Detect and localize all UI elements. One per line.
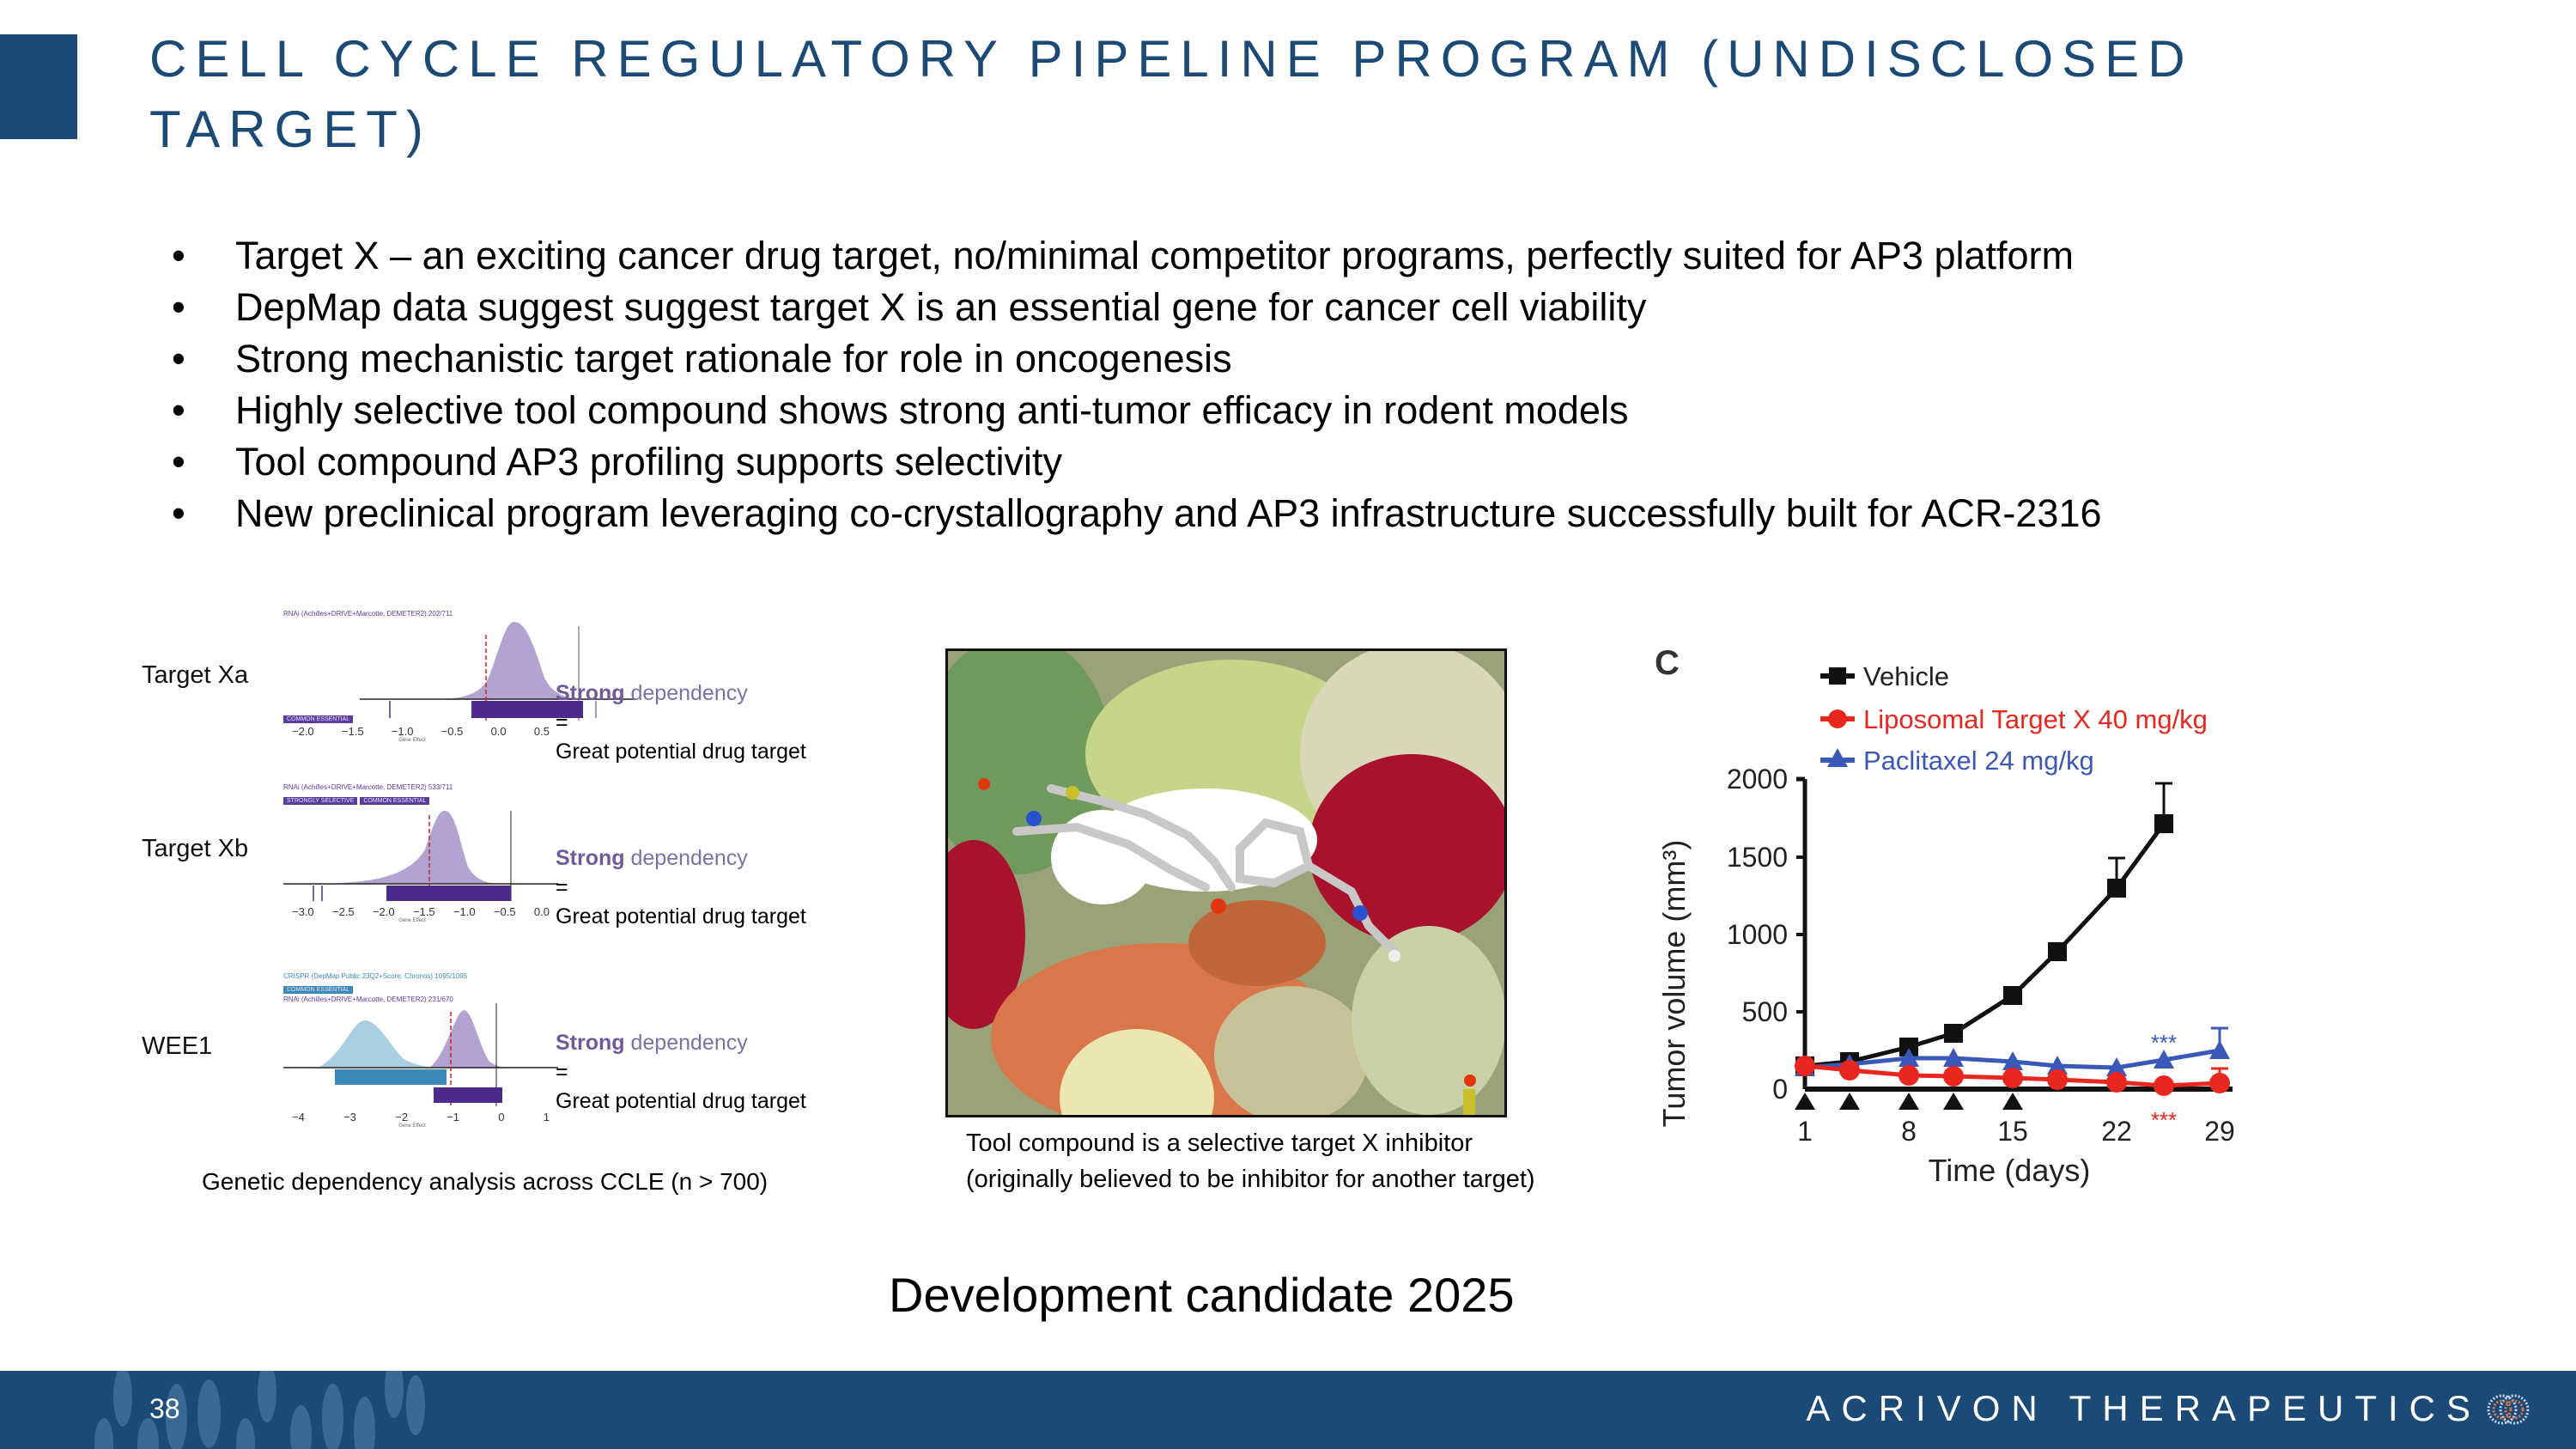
- legend-vehicle: Vehicle: [1863, 661, 1949, 691]
- conclusion-text: Great potential drug target: [556, 904, 806, 928]
- chart-legend: [1820, 661, 2208, 776]
- tick: −3: [343, 1111, 356, 1123]
- dependency-word: dependency: [624, 846, 748, 870]
- molecule-caption: [966, 1125, 1535, 1197]
- acrivon-logo-icon: [2485, 1386, 2531, 1433]
- dependency-conclusion: [556, 1028, 806, 1116]
- bullet-item: • DepMap data suggest suggest target X is an essential gene for cancer cell viability: [172, 282, 2102, 333]
- legend-paclitaxel: Paclitaxel 24 mg/kg: [1863, 746, 2094, 776]
- page-number: 38: [149, 1393, 180, 1424]
- x-tick: 15: [1997, 1116, 2028, 1147]
- tumor-volume-plot: [1649, 640, 2267, 1207]
- dependency-conclusion: [556, 843, 806, 931]
- bullet-item: • Strong mechanistic target rationale for role in oncogenesis: [172, 333, 2102, 385]
- title-accent-block: [0, 34, 77, 139]
- tick: −1.5: [341, 725, 364, 738]
- dependency-panel: [129, 601, 859, 1211]
- tick: −3.0: [292, 905, 314, 918]
- density-curve-chart: [283, 1003, 558, 1106]
- slide-title: CELL CYCLE REGULATORY PIPELINE PROGRAM (UNDISCLOSED TARGET): [149, 30, 2194, 158]
- conclusion-text: Great potential drug target: [556, 1089, 806, 1113]
- significance-paclitaxel: ***: [2150, 1030, 2178, 1056]
- y-axis-label: Tumor volume (mm³): [1656, 839, 1692, 1128]
- tick: −0.5: [493, 905, 516, 918]
- equals-sign: =: [556, 875, 568, 899]
- y-tick: 1500: [1726, 842, 1788, 873]
- dependency-row-target-xb: [129, 783, 859, 947]
- dependency-row-label: Target Xa: [142, 661, 249, 689]
- y-tick: 1000: [1726, 919, 1788, 950]
- x-axis-label: Gene Effect: [398, 1123, 426, 1129]
- panel-label: C: [1655, 644, 1680, 682]
- dependency-caption: Genetic dependency analysis across CCLE (n > 700): [202, 1168, 769, 1195]
- x-axis-ticks: [292, 725, 550, 738]
- plot-meta-text: RNAi (Achilles+DRIVE+Marcotte, DEMETER2) 533/711: [283, 783, 453, 791]
- plot-meta-text: CRISPR (DepMap Public 23Q2+Score, Chronos) 1095/1095: [283, 972, 468, 980]
- legend-liposomal: Liposomal Target X 40 mg/kg: [1863, 704, 2208, 734]
- tick: −2.5: [331, 905, 355, 918]
- tick: 0: [498, 1111, 505, 1123]
- series-vehicle: [1795, 783, 2173, 1075]
- equals-sign: =: [556, 710, 568, 734]
- dependency-row-wee1: [129, 972, 859, 1161]
- molecule-caption-line1: Tool compound is a selective target X inhibitor: [966, 1129, 1473, 1157]
- y-tick: 2000: [1726, 764, 1788, 795]
- x-axis-label: Time (days): [1928, 1153, 2091, 1188]
- tick: −4: [292, 1111, 305, 1123]
- co-crystal-structure-image: [945, 648, 1507, 1117]
- y-axis-ticks: [1727, 764, 1788, 1105]
- y-tick: 0: [1772, 1074, 1788, 1105]
- dependency-conclusion: [556, 679, 806, 766]
- bullet-item: • Tool compound AP3 profiling supports selectivity: [172, 436, 2102, 488]
- dependency-row-label: Target Xb: [142, 835, 249, 862]
- development-candidate-text: Development candidate 2025: [889, 1268, 1515, 1322]
- tick: 0.0: [533, 905, 550, 918]
- dependency-row-target-xa: [129, 610, 859, 773]
- brand-name: ACRIVON THERAPEUTICS: [1806, 1388, 2482, 1428]
- strong-word: Strong: [556, 1031, 625, 1055]
- tick: −2.0: [372, 905, 395, 918]
- common-essential-badge: COMMON ESSENTIAL: [360, 797, 429, 805]
- tick: −2.0: [292, 725, 314, 738]
- bullet-list: [172, 230, 2102, 539]
- tick: −2: [395, 1111, 408, 1123]
- footer-bar: [0, 1371, 2576, 1449]
- common-essential-badge: COMMON ESSENTIAL: [283, 986, 353, 994]
- tick: −1.5: [412, 905, 435, 918]
- x-tick: 1: [1797, 1116, 1813, 1147]
- tick: 0.5: [533, 725, 550, 738]
- x-axis-label: Gene Effect: [398, 918, 426, 923]
- x-tick: 29: [2204, 1116, 2235, 1147]
- dosing-markers: [1795, 1093, 2023, 1110]
- dependency-word: dependency: [624, 1031, 748, 1055]
- tumor-volume-chart: [1649, 640, 2267, 1207]
- conclusion-text: Great potential drug target: [556, 740, 806, 764]
- density-curve-chart: [283, 807, 558, 901]
- strong-word: Strong: [556, 846, 625, 870]
- tick: 0.0: [490, 725, 507, 738]
- molecule-caption-line2: (originally believed to be inhibitor for another target): [966, 1166, 1535, 1193]
- x-axis-label: Gene Effect: [398, 738, 426, 743]
- plot-meta-text-2: RNAi (Achilles+DRIVE+Marcotte, DEMETER2) 231/670: [283, 995, 453, 1003]
- x-tick: 22: [2101, 1116, 2132, 1147]
- tick: −1: [447, 1111, 460, 1123]
- tick: −0.5: [440, 725, 464, 738]
- bullet-item: • New preclinical program leveraging co-crystallography and AP3 infrastructure successfully built for ACR-2316: [172, 488, 2102, 539]
- x-tick: 8: [1901, 1116, 1917, 1147]
- x-axis-ticks: [292, 905, 550, 918]
- x-axis-ticks: [292, 1111, 550, 1123]
- bullet-item: • Target X – an exciting cancer drug target, no/minimal competitor programs, perfectly suited for AP3 platform: [172, 230, 2102, 282]
- bullet-item: • Highly selective tool compound shows strong anti-tumor efficacy in rodent models: [172, 385, 2102, 436]
- tick: −1.0: [391, 725, 414, 738]
- strongly-selective-badge: STRONGLY SELECTIVE: [283, 797, 357, 805]
- common-essential-badge: COMMON ESSENTIAL: [283, 715, 353, 723]
- tick: 1: [543, 1111, 550, 1123]
- plot-meta-text: RNAi (Achilles+DRIVE+Marcotte, DEMETER2) 202/711: [283, 610, 453, 618]
- protein-surface-illustration: [948, 651, 1504, 1115]
- dependency-word: dependency: [624, 681, 748, 705]
- strong-word: Strong: [556, 681, 625, 705]
- y-tick: 500: [1741, 996, 1788, 1027]
- equals-sign: =: [556, 1060, 568, 1084]
- tick: −1.0: [453, 905, 476, 918]
- dependency-row-label: WEE1: [142, 1032, 213, 1060]
- significance-liposomal: ***: [2150, 1107, 2178, 1133]
